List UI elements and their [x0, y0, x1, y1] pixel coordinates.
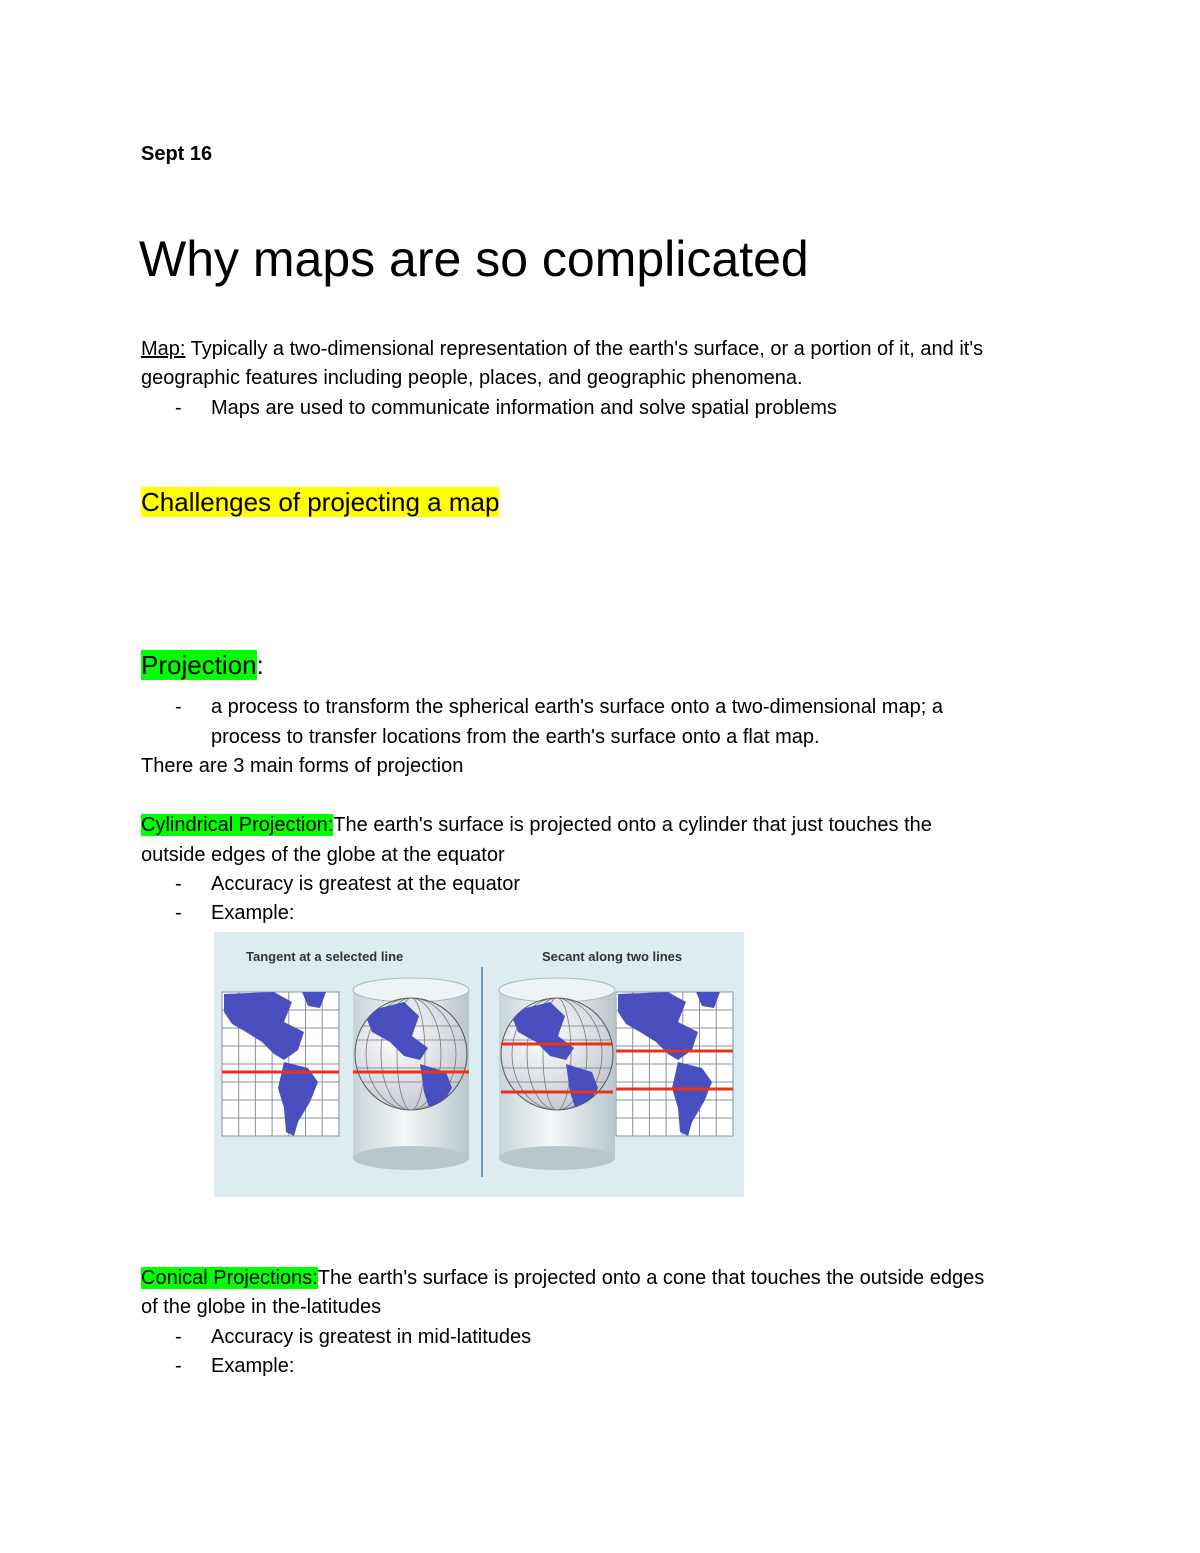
page-title: Why maps are so complicated [139, 231, 809, 287]
cylindrical-line1: Cylindrical Projection:The earth's surface is projected onto a cylinder that just touches the [141, 814, 932, 836]
bullet-dash: - [175, 902, 182, 924]
cylindrical-projection-illustration [214, 932, 744, 1197]
conical-line1: Conical Projections:The earth's surface is projected onto a cone that touches the outside edges [141, 1267, 985, 1289]
cylinder-tangent [353, 978, 469, 1170]
date-heading: Sept 16 [141, 143, 213, 165]
challenges-heading: Challenges of projecting a map [141, 487, 500, 517]
projection-term: Projection [141, 650, 257, 680]
map-term: Map: [141, 338, 186, 360]
conical-term: Conical Projections: [141, 1267, 318, 1289]
map-definition-text1: Typically a two-dimensional representation of the earth's surface, or a portion of it, and it's [185, 338, 984, 360]
map-bullet-1: Maps are used to communicate information and solve spatial problems [211, 397, 837, 419]
bullet-dash: - [175, 1326, 182, 1348]
flat-map-right [616, 992, 733, 1136]
cylindrical-bullet-2: Example: [211, 902, 295, 924]
conical-line2: of the globe in the-latitudes [141, 1296, 382, 1318]
map-definition-line2: geographic features including people, places, and geographic phenomena. [141, 367, 803, 389]
conical-bullet-1: Accuracy is greatest in mid-latitudes [211, 1326, 532, 1348]
cylindrical-projection-figure [214, 932, 744, 1197]
flat-map-left [222, 992, 339, 1136]
projection-note: There are 3 main forms of projection [141, 755, 464, 777]
projection-heading: Projection: [141, 650, 264, 680]
bullet-dash: - [175, 696, 182, 718]
bullet-dash: - [175, 1355, 182, 1377]
cylindrical-line2: outside edges of the globe at the equator [141, 844, 505, 866]
map-definition-line1 [141, 338, 983, 361]
projection-bullet-line1: a process to transform the spherical earth's surface onto a two-dimensional map; a [211, 696, 943, 718]
conical-bullet-2: Example: [211, 1355, 295, 1377]
bullet-dash: - [175, 397, 182, 419]
figure-caption-right: Secant along two lines [542, 949, 683, 964]
figure-caption-left: Tangent at a selected line [246, 949, 404, 964]
projection-bullet-line2: process to transfer locations from the earth's surface onto a flat map. [211, 726, 820, 748]
cylindrical-term: Cylindrical Projection: [141, 814, 334, 836]
cylindrical-bullet-1: Accuracy is greatest at the equator [211, 873, 521, 895]
cylinder-secant [499, 978, 615, 1170]
bullet-dash: - [175, 873, 182, 895]
